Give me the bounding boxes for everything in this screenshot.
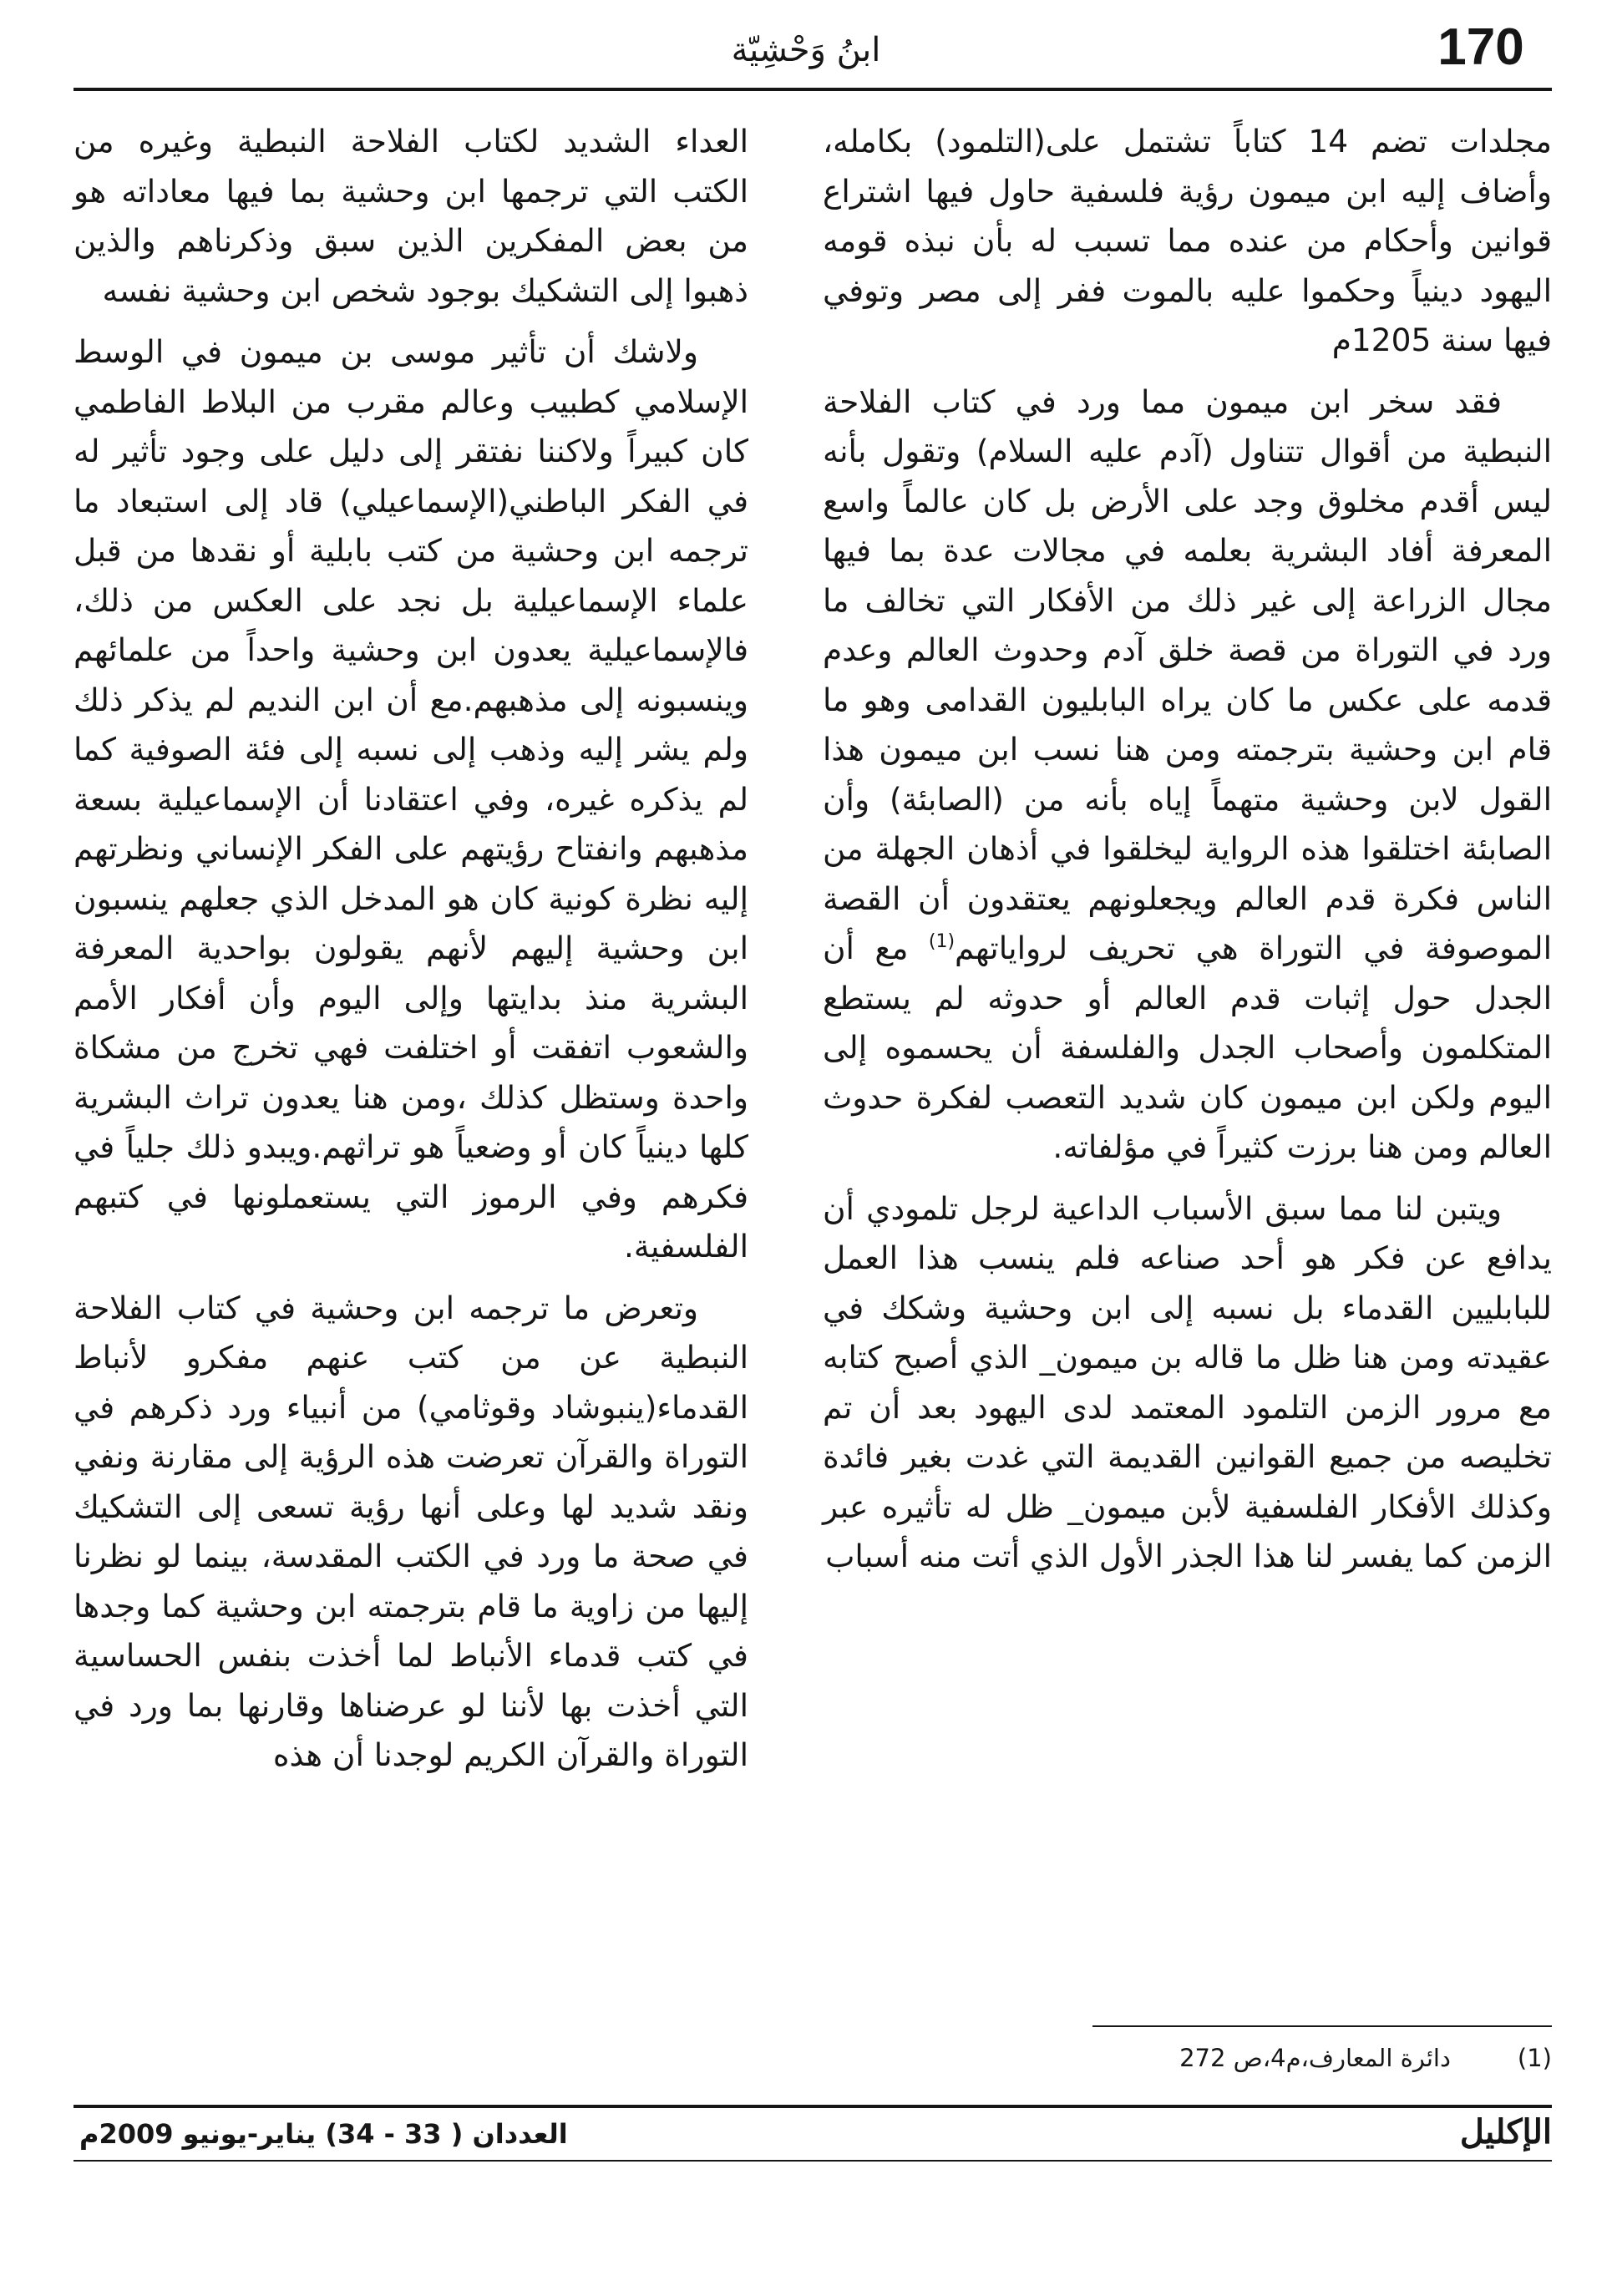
footer-rule-bottom — [74, 2160, 1552, 2162]
footnote-marker: (1) — [1517, 2044, 1552, 2072]
paragraph-right-2-continuation: مع أن الجدل حول إثبات قدم العالم أو حدوثه لم يستطع المتكلمون وأصحاب الجدل والفلسفة أن يحسموه إلى اليوم ولكن ابن ميمون كان شديد التعصب لفكرة حدوث العالم ومن هنا برزت كثيراً في مؤلفاته. — [823, 930, 1552, 1165]
paragraph-right-2 — [823, 378, 1552, 1173]
page-number: 170 — [1437, 18, 1524, 76]
footnote-text: دائرة المعارف،م4،ص 272 — [1179, 2044, 1451, 2072]
paragraph-left-2: ولاشك أن تأثير موسى بن ميمون في الوسط الإسلامي كطبيب وعالم مقرب من البلاط الفاطمي كان كبيراً ولاكننا نفتقر إلى دليل على وجود تأثير له في الفكر الباطني(الإسماعيلي) قاد إلى استبعاد ما ترجمه ابن وحشية من كتب بابلية أو نقدها من قبل علماء الإسماعيلية بل نجد على العكس من ذلك، فالإسماعيلية يعدون ابن وحشية واحداً من علمائهم وينسبونه إلى مذهبهم.مع أن ابن النديم لم يذكر ذلك ولم يشر إليه وذهب إلى نسبه إلى فئة الصوفية كما لم يذكره غيره، وفي اعتقادنا أن الإسماعيلية بسعة مذهبهم وانفتاح رؤيتهم على الفكر الإنساني ونظرتهم إليه نظرة كونية كان هو المدخل الذي جعلهم ينسبون ابن وحشية إليهم لأنهم يقولون بواحدية المعرفة البشرية منذ بدايتها وإلى اليوم وأن أفكار الأمم والشعوب اتفقت أو اختلفت فهي تخرج من مشكاة واحدة وستظل كذلك ،ومن هنا يعدون تراث البشرية كلها دينياً كان أو وضعياً هو تراثهم.ويبدو ذلك جلياً في فكرهم وفي الرموز التي يستعملونها في كتبهم الفلسفية. — [74, 333, 748, 1265]
footnote-rule — [1092, 2025, 1552, 2027]
footer-rule-top — [74, 2105, 1552, 2108]
paragraph-right-2-text: فقد سخر ابن ميمون مما ورد في كتاب الفلاحة النبطية من أقوال تتناول (آدم عليه السلام) وتقول بأنه ليس أقدم مخلوق وجد على الأرض بل كان عالماً واسع المعرفة أفاد البشرية بعلمه في مجالات عدة بما فيها مجال الزراعة إلى غير ذلك من الأفكار التي تخالف ما ورد في التوراة من قصة خلق آدم وحدوث العالم وعدم قدمه على عكس ما كان يراه البابليون القدامى وهو ما قام ابن وحشية بترجمته ومن هنا نسب ابن ميمون هذا القول لابن وحشية متهماً إياه بأنه من (الصابئة) وأن الصابئة اختلقوا هذه الرواية ليخلقوا في أذهان الجهلة من الناس فكرة قدم العالم ويجعلونهم يعتقدون أن القصة الموصوفة في التوراة هي تحريف لرواياتهم — [823, 383, 1552, 966]
paragraph-left-3: وتعرض ما ترجمه ابن وحشية في كتاب الفلاحة النبطية عن من كتب عنهم مفكرو لأنباط القدماء(ينبوشاد وقوثامي) من أنبياء ورد ذكرهم في التوراة والقرآن تعرضت هذه الرؤية إلى مقارنة ونفي ونقد شديد لها وعلى أنها رؤية تسعى إلى التشكيك في صحة ما ورد في الكتب المقدسة، بينما لو نظرنا إليها من زاوية ما قام بترجمته ابن وحشية كما وجدها في كتب قدماء الأنباط لما أخذت بنفس الحساسية التي أخذت بها لأننا لو عرضناها وقارنها بما ورد في التوراة والقرآن الكريم لوجدنا أن هذه — [74, 1289, 748, 1773]
footnote — [894, 2040, 1552, 2076]
paragraph-right-1: مجلدات تضم 14 كتاباً تشتمل على(التلمود) بكامله، وأضاف إليه ابن ميمون رؤية فلسفية حاول فيها اشتراع قوانين وأحكام من عنده مما تسبب له بأن نبذه قومه اليهود دينياً وحكموا عليه بالموت ففر إلى مصر وتوفي فيها سنة 1205م — [823, 123, 1552, 358]
right-column — [823, 117, 1552, 1996]
paragraph-left-1: العداء الشديد لكتاب الفلاحة النبطية وغيره من الكتب التي ترجمها ابن وحشية بما فيها معاداته هو من بعض المفكرين الذين سبق وذكرناهم والذين ذهبوا إلى التشكيك بوجود شخص ابن وحشية نفسه — [74, 123, 748, 309]
footnote-reference[interactable]: (1) — [928, 931, 956, 952]
journal-logo: الإكليل — [1459, 2112, 1552, 2152]
running-title: ابنُ وَحْشِيّة — [731, 31, 881, 69]
header-rule — [74, 88, 1552, 91]
issue-info — [79, 2113, 731, 2155]
paragraph-right-3: ويتبن لنا مما سبق الأسباب الداعية لرجل تلمودي أن يدافع عن فكر هو أحد صناعه فلم ينسب هذا العمل للبابليين القدماء بل نسبه إلى ابن وحشية وشكك في عقيدته ومن هنا ظل ما قاله بن ميمون_ الذي أصبح كتابه مع مرور الزمن التلمود المعتمد لدى اليهود بعد أن تم تخليصه من جميع القوانين القديمة التي غدت بغير فائدة وكذلك الأفكار الفلسفية لأبن ميمون_ ظل له تأثيره عبر الزمن كما يفسر لنا هذا الجذر الأول الذي أتت منه أسباب — [823, 1189, 1552, 1574]
issue-info-text: العددان ( 33 - 34) يناير-يونيو 2009م — [79, 2118, 568, 2150]
left-column — [74, 117, 748, 2063]
